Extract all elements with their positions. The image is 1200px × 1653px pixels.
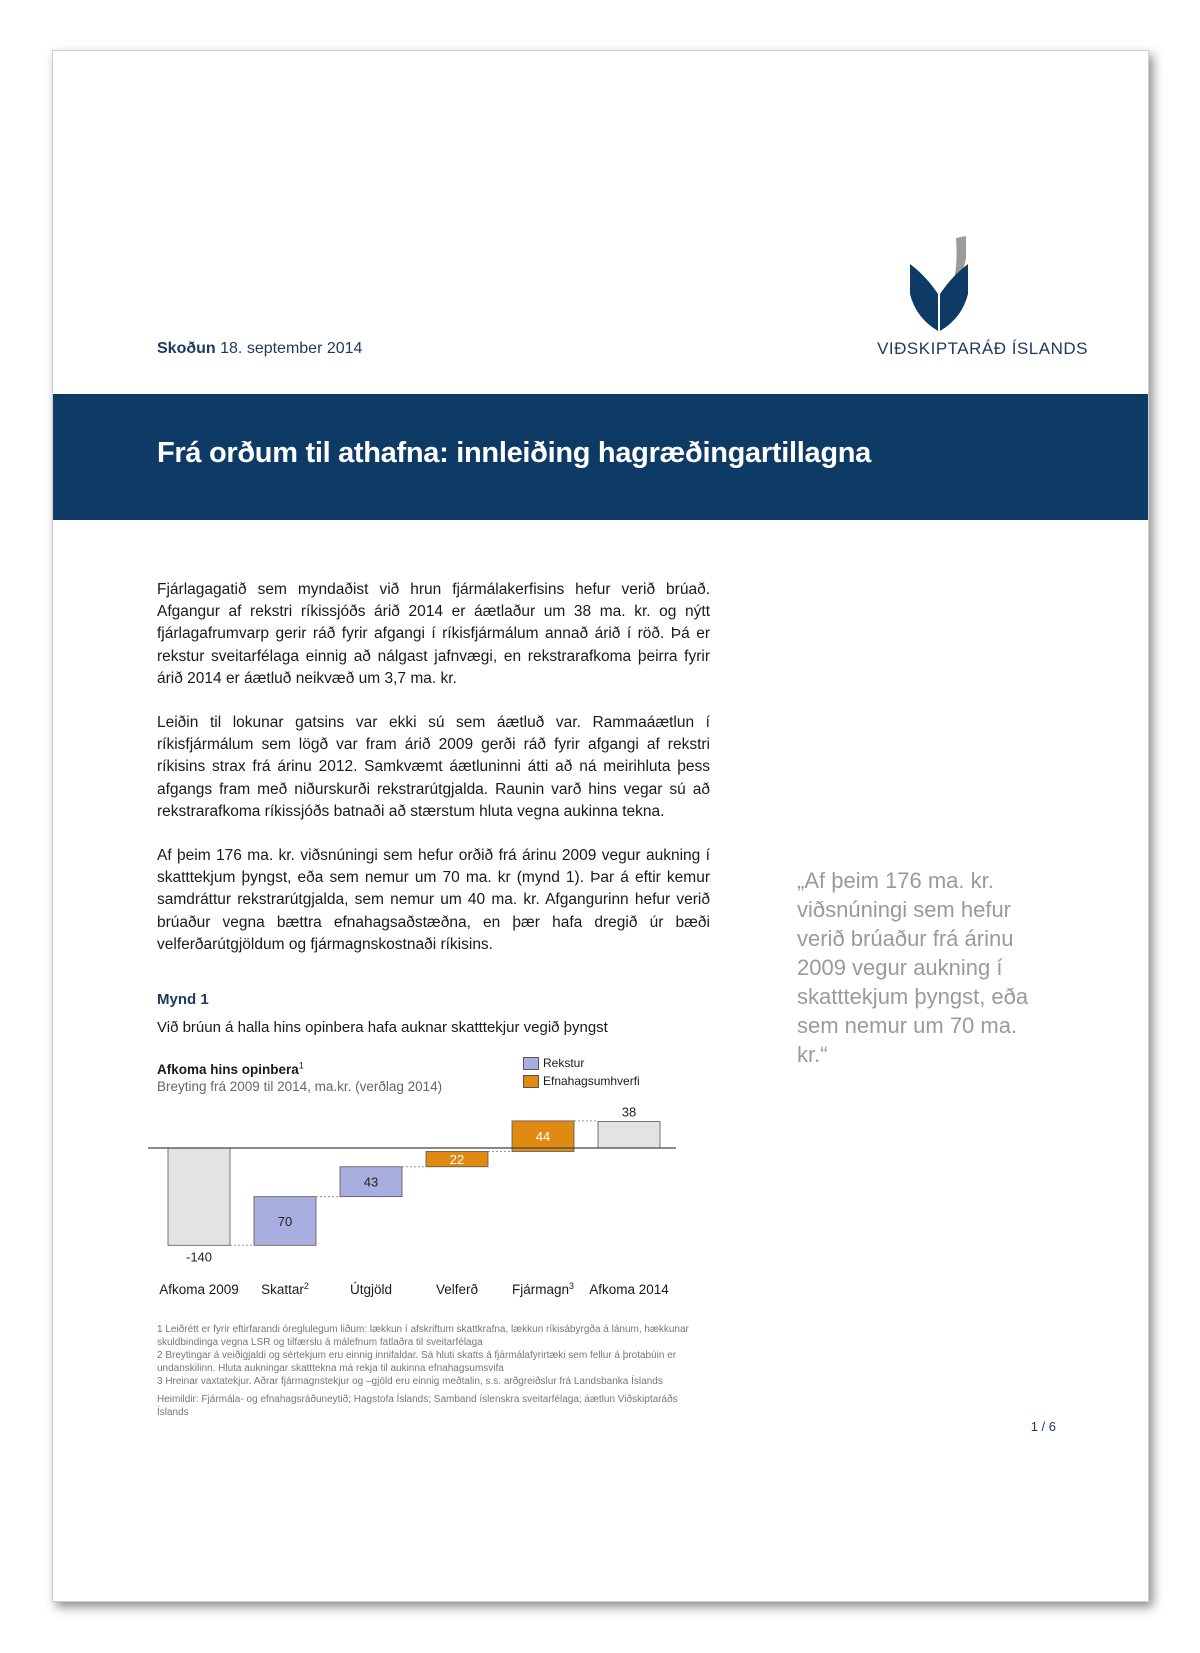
pull-quote: „Af þeim 176 ma. kr. viðsnúningi sem hefur verið brúaður frá árinu 2009 vegur aukning í skatttekjum þyngst, eða sem nemur um 70 ma. kr.“ [797,868,1029,1067]
chart-subtitle: Breyting frá 2009 til 2014, ma.kr. (verðlag 2014) [157,1079,443,1094]
value-label: 43 [363,1174,379,1190]
x-tick-label: Fjármagn$^3$ [511,1281,575,1297]
title-banner [53,394,1148,520]
legend-swatch-efnahagsumhverfi [523,1075,539,1088]
chart-title-text: Afkoma hins opinbera [157,1062,299,1077]
footnotes [157,1323,697,1419]
value-label: 38 [621,1104,637,1120]
legend-item-rekstur [523,1054,640,1072]
page-title: Frá orðum til athafna: innleiðing hagræðingartillagna [157,437,871,469]
bar-6 [598,1122,660,1148]
value-label: -140 [185,1249,213,1265]
x-tick-label: Afkoma 2014 [589,1282,669,1297]
waterfall-chart [148,1096,688,1306]
value-label: 70 [277,1213,293,1229]
legend-label: Efnahagsumhverfi [543,1074,640,1088]
document-page [52,50,1149,1602]
legend-label: Rekstur [543,1056,585,1070]
footnote: 1 Leiðrétt er fyrir eftirfarandi óreglulegum liðum: lækkun í afskriftum skattkrafna, lækkun ríkisábyrgða á lánum, hækkunar skuldbindinga vegna LSR og tilfærslu á málefnum fatlaðra til sveitarfélaga [157,1324,689,1348]
figure-caption: Við brúun á halla hins opinbera hafa auknar skatttekjur vegið þyngst [157,1019,608,1036]
legend-swatch-rekstur [523,1057,539,1070]
value-label: 22 [449,1152,465,1168]
dateline [157,340,362,358]
vi-logo-icon [908,236,970,331]
bar-1 [168,1148,230,1245]
brand-name: VIÐSKIPTARÁÐ ÍSLANDS [877,339,1088,358]
paragraph: Af þeim 176 ma. kr. viðsnúningi sem hefur orðið frá árinu 2009 vegur aukning í skatttekjum þyngst, eða sem nemur um 70 ma. kr (mynd 1). Þar á eftir kemur samdráttur rekstrarútgjalda, sem nemur um 40 ma. kr. Afgangurinn hefur verið brúaður vegna bættra efnahagsaðstæðna, en þær hafa dregið úr bæði velferðarútgjöldum og fjármagnskostnaði ríkisins. [157,847,710,953]
article-body [157,579,710,978]
x-tick-label: Skattar$^2$ [261,1281,309,1297]
footnote: 2 Breytingar á veiðigjaldi og sértekjum eru einnig innifaldar. Sá hluti skatts á fjármálafyrirtæki sem fellur á þrotabúin er undanskilinn. Hluta aukningar skatttekna má rekja til aukinna efnahagsumsvifa [157,1350,677,1374]
paragraph: Fjárlagagatið sem myndaðist við hrun fjármálakerfisins hefur verið brúað. Afgangur af rekstri ríkissjóðs árið 2014 er áætlaður um 38 ma. kr. og nýtt fjárlagafrumvarp gerir ráð fyrir afgangi í ríkisfjármálum annað árið í röð. Þá er rekstur sveitarfélaga einnig að nálgast jafnvægi, en rekstrarafkoma þeirra fyrir árið 2014 er áætluð neikvæð um 3,7 ma. kr. [157,581,710,687]
sources: Heimildir: Fjármála- og efnahagsráðuneytið; Hagstofa Íslands; Samband íslenskra sveitarfélaga; áætlun Viðskiptaráðs Íslands [157,1394,678,1418]
chart-legend [523,1054,640,1090]
legend-item-efnahagsumhverfi [523,1072,640,1090]
footnote: 3 Hreinar vaxtatekjur. Aðrar fjármagnstekjur og –gjöld eru einnig meðtalin, s.s. arðgreiðslur frá Landsbanka Íslands [157,1376,663,1387]
chart-title-footnote: 1 [298,1060,304,1071]
page-number: 1 / 6 [1030,1419,1056,1434]
paragraph: Leiðin til lokunar gatsins var ekki sú sem áætluð var. Rammaáætlun í ríkisfjármálum sem lögð var fram árið 2009 gerði ráð fyrir afgangi af rekstri ríkisins strax frá árinu 2012. Samkvæmt áætluninni átti að ná meirihluta þess afgangs fram með niðurskurði rekstrarútgjalda. Raunin varð hins vegar sú að rekstrarafkoma ríkissjóðs batnaði að stærstum hluta vegna aukinna tekna. [157,714,710,820]
article-date: 18. september 2014 [220,340,363,357]
x-tick-label: Útgjöld [349,1282,393,1297]
x-tick-label: Afkoma 2009 [159,1282,239,1297]
article-kind: Skoðun [157,340,216,357]
value-label: 44 [535,1129,551,1145]
x-tick-label: Velferð [435,1282,479,1297]
chart-title [157,1062,304,1077]
figure-label: Mynd 1 [157,991,209,1008]
